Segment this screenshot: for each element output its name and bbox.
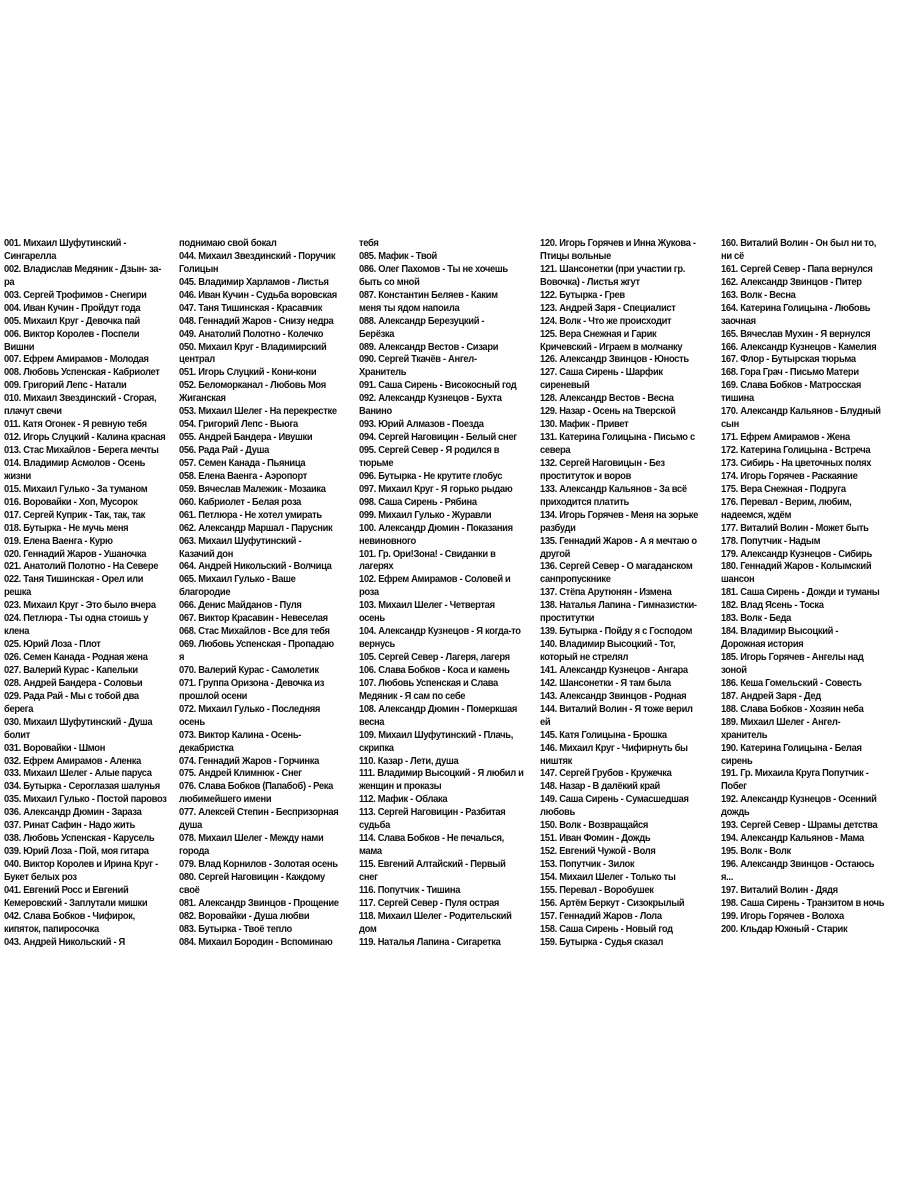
song-list-line: 131. Катерина Голицына - Письмо с [540,432,695,444]
song-list-line: севера [540,445,571,456]
song-list-line: декабристка [179,742,234,754]
song-list-line: 073. Виктор Калина - Осень- [179,729,302,741]
song-list-line: 190. Катерина Голицына - Белая [721,742,862,754]
song-list-line: 103. Михаил Шелег - Четвертая [359,600,495,612]
song-list-line: зоной [721,664,747,676]
song-list-line: Сингарелла [4,250,57,262]
song-list-line: 124. Волк - Что же происходит [540,315,672,327]
song-list-line: 041. Евгений Росс и Евгений [4,884,129,896]
song-list-line: сын [721,419,739,431]
song-list-line: 021. Анатолий Полотно - На Севере [4,561,159,573]
song-list-line: 177. Виталий Волин - Может быть [721,522,869,534]
song-list-line: 094. Сергей Наговицин - Белый снег [359,432,517,444]
song-list-line: я [179,652,185,663]
song-list-line: 060. Кабриолет - Белая роза [179,496,302,508]
song-list-line: 117. Сергей Север - Пуля острая [359,897,500,909]
song-list-line: 052. Беломорканал - Любовь Моя [179,380,326,392]
song-list-line: 118. Михаил Шелег - Родительский [359,910,512,922]
song-list-line: Медяник - Я сам по себе [359,690,466,702]
song-list-line: 075. Андрей Климнюк - Снег [179,768,302,780]
song-list-line: Казачий дон [179,548,234,560]
song-list-line: тишина [721,393,754,405]
song-list-line: 172. Катерина Голицына - Встреча [721,445,871,456]
song-list-line: 085. Мафик - Твой [359,250,437,262]
song-list-line: 129. Назар - Осень на Тверской [540,406,676,418]
song-list-line: 187. Андрей Заря - Дед [721,690,821,702]
song-list-line: 010. Михаил Звездинский - Сгорая, [4,393,157,405]
song-list-line: осень [359,613,385,625]
song-list-line: 134. Игорь Горячев - Меня на зорьке [540,509,699,521]
song-list-line: централ [179,354,215,366]
song-list-line: разбуди [540,522,576,534]
song-list-line: 116. Попутчик - Тишина [359,884,461,896]
song-list-line: 189. Михаил Шелег - Ангел- [721,716,841,728]
song-list-line: меня ты ядом напоила [359,302,460,314]
song-list-line: проститутки [540,613,595,625]
song-list-line: быть со мной [359,276,420,288]
song-list-line: 037. Ринат Сафин - Надо жить [4,820,135,832]
song-list-line: 066. Денис Майданов - Пуля [179,600,302,612]
song-list-line: 056. Рада Рай - Душа [179,445,269,456]
song-list-line: скрипка [359,742,394,754]
song-list-line: ей [540,716,551,728]
song-list-line: 185. Игорь Горячев - Ангелы над [721,652,864,663]
song-list-line: Дорожная история [721,639,804,651]
song-list-line: 153. Попутчик - Зилок [540,859,635,870]
song-list-line: 140. Владимир Высоцкий - Тот, [540,639,676,651]
song-list-line: 148. Назар - В далёкий край [540,781,660,793]
song-list-line: 071. Группа Оризона - Девочка из [179,677,325,689]
song-list-line: 186. Кеша Гомельский - Совесть [721,677,862,689]
song-list-line: 147. Сергей Грубов - Кружечка [540,768,672,780]
song-list-line: 171. Ефрем Амирамов - Жена [721,432,850,444]
song-list-line: дождь [721,807,750,819]
song-list-line: 034. Бутырка - Сероглазая шалунья [4,781,160,793]
song-list-line: 086. Олег Пахомов - Ты не хочешь [359,263,508,275]
song-list-line: 061. Петлюра - Не хотел умирать [179,509,322,521]
song-list-line: ништяк [540,755,573,767]
song-list-line: 064. Андрей Никольский - Волчица [179,561,332,573]
song-list-line: 132. Сергей Наговицын - Без [540,457,665,469]
song-list-line: 126. Александр Звинцов - Юность [540,354,689,366]
song-list-line: 011. Катя Огонек - Я ревную тебя [4,419,147,431]
song-list-line: клена [4,626,30,638]
song-list-line: тюрьме [359,457,394,469]
song-list-line: 100. Александр Дюмин - Показания [359,522,513,534]
song-list-line: 008. Любовь Успенская - Кабриолет [4,367,160,379]
song-list-line: мама [359,846,382,858]
song-column-4 [540,238,721,966]
song-list-line: 092. Александр Кузнецов - Бухта [359,393,502,405]
song-list-line: 050. Михаил Круг - Владимирский [179,341,327,353]
song-list-line: ни сё [721,250,744,262]
song-list-line: 141. Александр Кузнецов - Ангара [540,664,688,676]
song-list-line: 062. Александр Маршал - Парусник [179,522,333,534]
song-list-line: 113. Сергей Наговицин - Разбитая [359,807,506,819]
song-list-line: 048. Геннадий Жаров - Снизу недра [179,315,334,327]
song-list-line: 138. Наталья Лапина - Гимназистки- [540,600,697,612]
song-list-line: 054. Григорий Лепс - Вьюга [179,419,298,431]
song-list-line: 025. Юрий Лоза - Плот [4,639,101,651]
song-list-line: 081. Александр Звинцов - Прощение [179,897,339,909]
song-list-line: кипяток, папиросочка [4,923,99,935]
song-list-line: 063. Михаил Шуфутинский - [179,535,302,547]
song-list-line: 111. Владимир Высоцкий - Я любил и [359,768,524,780]
song-list-line: 004. Иван Кучин - Пройдут года [4,302,141,314]
song-list-line: 057. Семен Канада - Пьяница [179,457,306,469]
song-list-line: 121. Шансонетки (при участии гр. [540,263,686,275]
song-list-line: 022. Таня Тишинская - Орел или [4,574,144,586]
song-list-line: своё [179,884,200,896]
song-list-line: 193. Сергей Север - Шрамы детства [721,820,878,832]
song-list-line: 183. Волк - Беда [721,613,792,625]
song-list-line: 162. Александр Звинцов - Питер [721,276,862,288]
song-list-line: хранитель [721,729,768,741]
song-list-line: 197. Виталий Волин - Дядя [721,884,838,896]
song-list-line: 015. Михаил Гулько - За туманом [4,483,148,495]
song-list-line: 159. Бутырка - Судья сказал [540,936,664,948]
song-list-sheet [4,238,896,966]
song-list-line: 033. Михаил Шелег - Алые паруса [4,768,152,780]
song-list-line: надеемся, ждём [721,509,792,521]
song-column-1 [4,238,179,966]
song-list-line: 178. Попутчик - Надым [721,535,821,547]
song-list-line: прошлой осени [179,690,248,702]
song-list-line: 102. Ефрем Амирамов - Соловей и [359,574,511,586]
song-list-line: 167. Флор - Бутырская тюрьма [721,354,856,366]
song-list-line: 014. Владимир Асмолов - Осень [4,457,146,469]
song-list-line: 058. Елена Ваенга - Аэропорт [179,470,307,482]
song-list-line: 065. Михаил Гулько - Ваше [179,574,296,586]
song-list-line: 196. Александр Звинцов - Остаюсь [721,859,875,870]
song-list-line: 157. Геннадий Жаров - Лола [540,910,662,922]
song-list-line: невиновного [359,535,416,547]
song-list-line: судьба [359,820,390,832]
song-list-line: сиреневый [540,380,590,392]
song-list-line: поднимаю свой бокал [179,238,277,249]
song-list-line: 155. Перевал - Воробушек [540,884,654,896]
song-list-line: 078. Михаил Шелег - Между нами [179,833,324,845]
song-list-line: 144. Виталий Волин - Я тоже верил [540,703,693,715]
song-list-line: 175. Вера Снежная - Подруга [721,483,846,495]
song-list-line: 188. Слава Бобков - Хозяин неба [721,703,864,715]
song-list-line: 012. Игорь Слуцкий - Калина красная [4,432,166,444]
song-list-line: 018. Бутырка - Не мучь меня [4,522,129,534]
song-list-line: осень [179,716,205,728]
song-list-line: лагерях [359,561,394,573]
song-list-line: 200. Кльдар Южный - Старик [721,923,848,935]
song-list-line: 146. Михаил Круг - Чифирнуть бы [540,742,688,754]
song-list-line: 164. Катерина Голицына - Любовь [721,302,871,314]
song-list-line: 042. Слава Бобков - Чифирок, [4,910,135,922]
song-list-line: 051. Игорь Слуцкий - Кони-кони [179,367,317,379]
song-list-line: 161. Сергей Север - Папа вернулся [721,263,873,275]
song-list-line: 195. Волк - Волк [721,846,791,858]
song-list-line: Берёзка [359,328,395,340]
song-list-line: дом [359,923,377,935]
song-list-line: Кемеровский - Заплутали мишки [4,897,148,909]
song-column-2 [179,238,359,966]
song-list-line: 130. Мафик - Привет [540,419,629,431]
song-list-line: 024. Петлюра - Ты одна стоишь у [4,613,149,625]
song-list-line: 077. Алексей Степин - Беспризорная [179,807,339,819]
song-list-line: 076. Слава Бобков (Папабоб) - Река [179,781,334,793]
song-list-line: весна [359,716,385,728]
song-list-line: 013. Стас Михайлов - Берега мечты [4,445,159,456]
song-list-line: 163. Волк - Весна [721,289,796,301]
song-list-line: 120. Игорь Горячев и Инна Жукова - [540,238,696,249]
song-list-line: роза [359,587,379,599]
song-list-line: 119. Наталья Лапина - Сигаретка [359,936,501,948]
song-list-line: Вовочка) - Листья жгут [540,276,640,288]
song-list-line: 128. Александр Вестов - Весна [540,393,674,405]
song-list-line: жизни [4,470,31,482]
song-list-line: 168. Гора Грач - Письмо Матери [721,367,859,379]
song-list-line: 181. Саша Сирень - Дожди и туманы [721,587,880,599]
song-list-line: шансон [721,574,755,586]
song-list-line: берега [4,703,34,715]
song-list-line: 169. Слава Бобков - Матросская [721,380,862,392]
song-list-line: 028. Андрей Бандера - Соловьи [4,677,143,689]
song-list-line: 030. Михаил Шуфутинский - Душа [4,716,153,728]
song-list-line: Хранитель [359,367,407,379]
song-list-line: 136. Сергей Север - О магаданском [540,561,693,573]
song-list-line: 125. Вера Снежная и Гарик [540,328,657,340]
song-list-line: 020. Геннадий Жаров - Ушаночка [4,548,147,560]
song-list-line: 149. Саша Сирень - Сумасшедшая [540,794,689,806]
song-list-line: 191. Гр. Михаила Круга Попутчик - [721,768,869,780]
song-list-line: другой [540,548,571,560]
song-list-line: снег [359,871,378,883]
song-list-line: 005. Михаил Круг - Девочка пай [4,315,140,327]
song-list-line: 089. Александр Вестов - Сизари [359,341,499,353]
song-list-line: 083. Бутырка - Твоё тепло [179,923,292,935]
song-list-line: 133. Александр Кальянов - За всё [540,483,687,495]
song-list-line: Ванино [359,406,392,418]
song-list-line: 055. Андрей Бандера - Ивушки [179,432,313,444]
song-list-line: 115. Евгений Алтайский - Первый [359,859,506,870]
song-list-line: Голицын [179,263,219,275]
song-list-line: 049. Анатолий Полотно - Колечко [179,328,324,340]
song-list-line: душа [179,820,203,832]
song-list-line: 107. Любовь Успенская и Слава [359,677,498,689]
song-list-line: я... [721,871,734,883]
song-list-line: 105. Сергей Север - Лагеря, лагеря [359,652,510,663]
song-list-line: 104. Александр Кузнецов - Я когда-то [359,626,521,638]
song-list-line: 160. Виталий Волин - Он был ни то, [721,238,877,249]
song-list-line: 017. Сергей Куприк - Так, так, так [4,509,145,521]
song-list-line: 059. Вячеслав Малежик - Мозаика [179,483,326,495]
song-list-line: приходится платить [540,496,629,508]
song-list-line: 198. Саша Сирень - Транзитом в ночь [721,897,885,909]
song-list-line: 137. Стёпа Арутюнян - Измена [540,587,672,599]
song-column-3 [359,238,540,966]
song-list-line: Вишни [4,341,35,353]
song-list-line: 002. Владислав Медяник - Дзын- за- [4,263,162,275]
song-list-line: 019. Елена Ваенга - Курю [4,535,113,547]
song-list-line: благородие [179,587,231,599]
song-list-line: 097. Михаил Круг - Я горько рыдаю [359,483,513,495]
song-list-line: 173. Сибирь - На цветочных полях [721,457,872,469]
song-list-line: 087. Константин Беляев - Каким [359,289,498,301]
song-list-line: 009. Григорий Лепс - Натали [4,380,127,392]
song-list-line: 040. Виктор Королев и Ирина Круг - [4,859,158,870]
song-list-line: проституток и воров [540,470,632,482]
song-list-line: 080. Сергей Наговицин - Каждому [179,871,325,883]
song-list-line: 090. Сергей Ткачёв - Ангел- [359,354,477,366]
song-list-line: 194. Александр Кальянов - Мама [721,833,864,845]
song-list-line: 007. Ефрем Амирамов - Молодая [4,354,149,366]
song-list-line: болит [4,729,30,741]
song-list-line: 184. Владимир Высоцкий - [721,626,839,638]
song-list-line: 035. Михаил Гулько - Постой паровоз [4,794,167,806]
song-list-line: 003. Сергей Трофимов - Снегири [4,289,147,301]
song-list-line: 026. Семен Канада - Родная жена [4,652,148,663]
song-list-line: 093. Юрий Алмазов - Поезда [359,419,484,431]
song-list-line: 027. Валерий Курас - Капельки [4,664,138,676]
song-list-line: 192. Александр Кузнецов - Осенний [721,794,877,806]
song-list-line: 150. Волк - Возвращайся [540,820,649,832]
song-list-line: решка [4,587,32,599]
song-list-line: 199. Игорь Горячев - Волоха [721,910,844,922]
song-list-line: любовь [540,807,575,819]
song-list-line: 016. Воровайки - Хоп, Мусорок [4,496,138,508]
song-list-line: 108. Александр Дюмин - Померкшая [359,703,518,715]
song-list-line: 151. Иван Фомин - Дождь [540,833,651,845]
song-list-line: 044. Михаил Звездинский - Поручик [179,250,336,262]
song-list-line: 145. Катя Голицына - Брошка [540,729,667,741]
song-list-line: 166. Александр Кузнецов - Камелия [721,341,877,353]
song-list-line: 096. Бутырка - Не крутите глобус [359,470,503,482]
song-list-line: 170. Александр Кальянов - Блудный [721,406,881,418]
song-list-line: 084. Михаил Бородин - Вспоминаю [179,936,333,948]
song-list-line: 036. Александр Дюмин - Зараза [4,807,142,819]
song-list-line: 122. Бутырка - Грев [540,289,625,301]
song-list-line: 091. Саша Сирень - Високосный год [359,380,517,392]
song-list-line: 123. Андрей Заря - Специалист [540,302,676,314]
song-list-line: 099. Михаил Гулько - Журавли [359,509,492,521]
song-list-line: 068. Стас Михайлов - Все для тебя [179,626,330,638]
song-list-line: 067. Виктор Красавин - Невеселая [179,613,328,625]
song-list-line: 082. Воровайки - Душа любви [179,910,310,922]
song-list-line: 154. Михаил Шелег - Только ты [540,871,676,883]
song-list-line: тебя [359,238,379,249]
song-list-line: 045. Владимир Харламов - Листья [179,276,329,288]
song-list-line: 101. Гр. Ори!Зона! - Свиданки в [359,548,496,560]
song-list-line: 139. Бутырка - Пойду я с Господом [540,626,693,638]
song-list-line: 039. Юрий Лоза - Пой, моя гитара [4,846,149,858]
song-list-line: 127. Саша Сирень - Шарфик [540,367,663,379]
song-list-line: 174. Игорь Горячев - Раскаяние [721,470,858,482]
song-list-line: 072. Михаил Гулько - Последняя [179,703,321,715]
song-list-line: 032. Ефрем Амирамов - Аленка [4,755,142,767]
song-list-line: 179. Александр Кузнецов - Сибирь [721,548,872,560]
song-list-line: 053. Михаил Шелег - На перекрестке [179,406,337,418]
song-list-line: 043. Андрей Никольский - Я [4,936,125,948]
song-list-line: 006. Виктор Королев - Поспели [4,328,140,340]
song-list-line: сирень [721,755,753,767]
song-list-line: 046. Иван Кучин - Судьба воровская [179,289,337,301]
song-list-line: 165. Вячеслав Мухин - Я вернулся [721,328,871,340]
song-list-line: 143. Александр Звинцов - Родная [540,690,687,702]
song-list-line: 106. Слава Бобков - Коса и камень [359,664,510,676]
song-list-line: 001. Михаил Шуфутинский - [4,238,127,249]
song-list-line: вернусь [359,639,395,651]
song-list-line: Кричевский - Играем в молчанку [540,341,683,353]
song-list-line: санпропускнике [540,574,611,586]
song-list-line: 029. Рада Рай - Мы с тобой два [4,690,139,702]
song-list-line: 152. Евгений Чужой - Воля [540,846,656,858]
song-list-line: 047. Таня Тишинская - Красавчик [179,302,323,314]
song-list-line: 074. Геннадий Жаров - Горчинка [179,755,320,767]
song-column-5 [721,238,896,966]
song-list-line: 176. Перевал - Верим, любим, [721,496,852,508]
song-list-line: плачут свечи [4,406,62,418]
song-list-line: 070. Валерий Курас - Самолетик [179,664,319,676]
song-list-line: 088. Александр Березуцкий - [359,315,485,327]
song-list-line: Жиганская [179,393,226,405]
song-list-line: 098. Саша Сирень - Рябина [359,496,477,508]
song-list-line: 135. Геннадий Жаров - А я мечтаю о [540,535,697,547]
song-list-line: Побег [721,781,747,793]
song-list-line: 180. Геннадий Жаров - Колымский [721,561,872,573]
song-list-line: 095. Сергей Север - Я родился в [359,445,500,456]
song-list-line: 182. Влад Ясень - Тоска [721,600,824,612]
song-list-line: 109. Михаил Шуфутинский - Плачь, [359,729,514,741]
song-list-line: женщин и проказы [359,781,442,793]
song-list-line: 110. Казар - Лети, душа [359,755,459,767]
song-list-line: города [179,846,210,858]
song-list-line: заочная [721,315,756,327]
song-list-line: 156. Артём Беркут - Сизокрылый [540,897,685,909]
song-list-line: который не стрелял [540,652,629,663]
song-list-line: 038. Любовь Успенская - Карусель [4,833,155,845]
song-list-line: 079. Влад Корнилов - Золотая осень [179,859,338,870]
song-list-line: 142. Шансонетки - Я там была [540,677,671,689]
song-list-line: 114. Слава Бобков - Не печалься, [359,833,504,845]
song-list-line: любимейшего имени [179,794,272,806]
song-list-line: 023. Михаил Круг - Это было вчера [4,600,156,612]
song-list-line: 112. Мафик - Облака [359,794,448,806]
song-list-line: 031. Воровайки - Шмон [4,742,106,754]
song-list-line: 158. Саша Сирень - Новый год [540,923,673,935]
song-list-line: ра [4,276,15,288]
song-list-line: 069. Любовь Успенская - Пропадаю [179,639,334,651]
song-list-line: Букет белых роз [4,871,77,883]
song-list-line: Птицы вольные [540,250,611,262]
